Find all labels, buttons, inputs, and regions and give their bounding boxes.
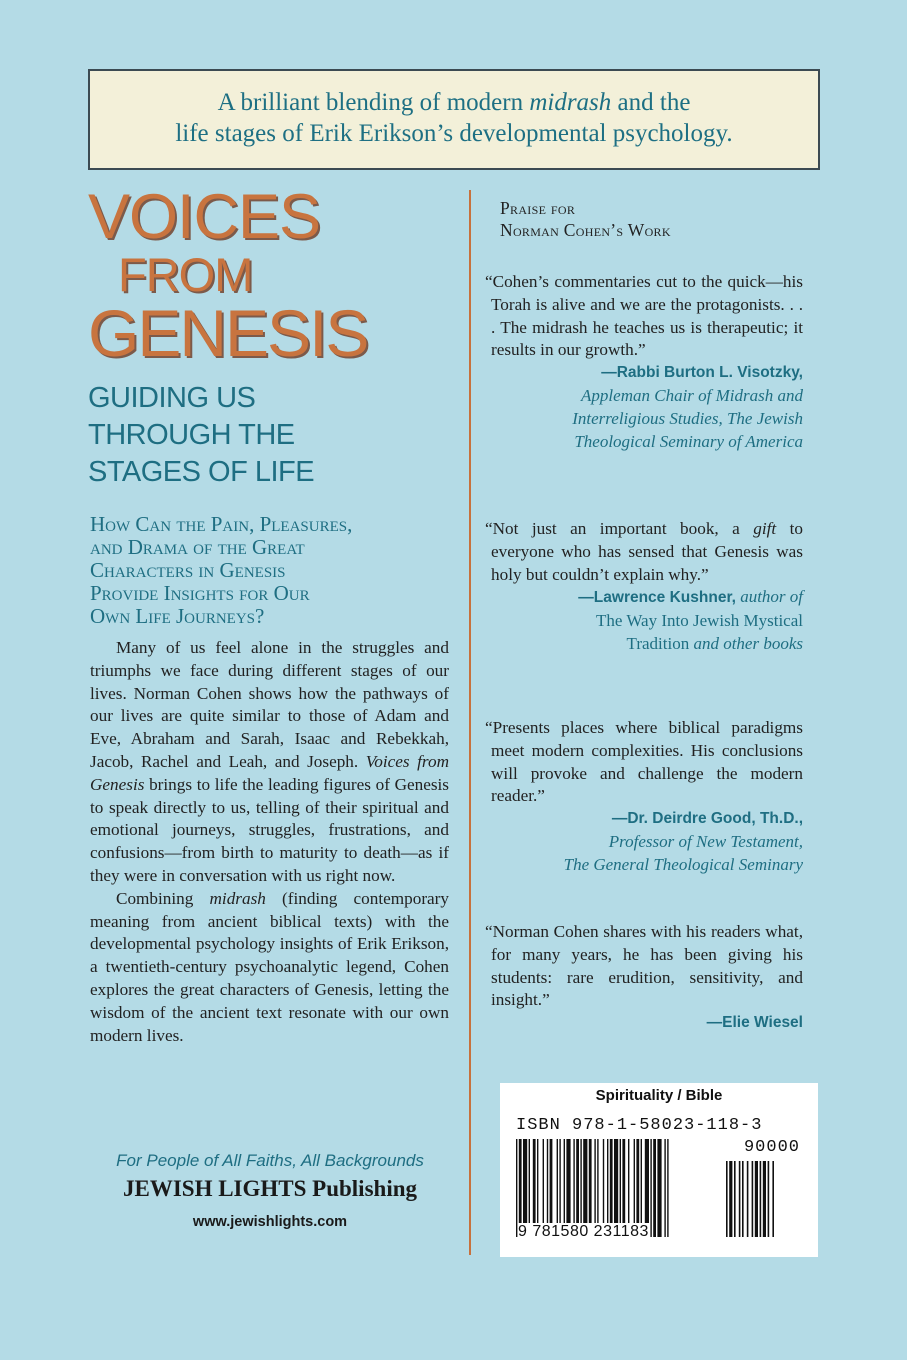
praise-quote-1: [485, 271, 803, 453]
question-line: Own Life Journeys?: [90, 604, 265, 628]
tagline-line-1: A brilliant blending of modern midrash and the: [217, 89, 691, 116]
praise-quote-4: [485, 921, 803, 1035]
bisac-category: Spirituality / Bible: [595, 1087, 723, 1104]
quote-text: “Norman Cohen shares with his readers what, for many years, he has been giving his students: rare erudition, sensitivity, and insight.”: [485, 922, 803, 1010]
question-line: Characters in Genesis: [90, 558, 286, 582]
quote-text: “Not just an important book, a gift to everyone who has sensed that Genesis was holy but couldn’t explain why.”: [485, 519, 803, 584]
quote-attribution: —Elie Wiesel: [706, 1014, 803, 1032]
isbn-label: ISBN 978-1-58023-118-3: [516, 1116, 763, 1135]
ean-number: 9 781580 231183: [518, 1223, 649, 1240]
publisher-footer: [90, 1150, 450, 1230]
tagline-line-2: life stages of Erik Erikson’s developmental psychology.: [175, 120, 733, 147]
barcode-bar: [729, 1161, 732, 1237]
barcode-bar: [653, 1139, 656, 1237]
barcode-bar: [763, 1161, 766, 1237]
quote-text: “Cohen’s commentaries cut to the quick—his Torah is alive and we are the protagonists. . . . The midrash he teaches us is therapeutic; it results in our growth.”: [485, 272, 803, 360]
title-genesis: GENESIS: [88, 296, 368, 370]
barcode-bar: [664, 1139, 665, 1237]
praise-quote-2: [485, 518, 803, 656]
subtitle-line: THROUGH THE: [88, 419, 295, 451]
book-subtitle: [88, 380, 314, 491]
question-line: Provide Insights for Our: [90, 581, 310, 605]
description-body: [90, 637, 449, 1047]
publisher-name: JEWISH LIGHTS Publishing: [122, 1176, 417, 1201]
audience-slogan: For People of All Faiths, All Backgrounds: [116, 1151, 424, 1170]
praise-quote-3: [485, 717, 803, 877]
column-divider: [469, 190, 471, 1255]
question-heading: [90, 513, 460, 628]
barcode-bar: [667, 1139, 668, 1237]
barcode-bar: [768, 1161, 770, 1237]
quote-attribution: —Rabbi Burton L. Visotzky, Appleman Chair of Midrash and Interreligious Studies, The Jewish Theological Seminary of America: [572, 364, 803, 451]
barcode-box: [500, 1083, 818, 1257]
publisher-website: www.jewishlights.com: [192, 1214, 348, 1230]
quote-attribution: —Lawrence Kushner, author of The Way Into Jewish Mystical Tradition and other books: [578, 587, 803, 653]
quote-attribution: —Dr. Deirdre Good, Th.D., Professor of New Testament, The General Theological Seminary: [563, 810, 803, 874]
barcode-bar: [772, 1161, 774, 1237]
tagline-box: [88, 69, 820, 170]
subtitle-line: GUIDING US: [88, 382, 256, 414]
barcode-bar: [752, 1161, 754, 1237]
description-paragraph-2: Combining midrash (finding contemporary meaning from ancient biblical texts) with the developmental psychology insights of Erik Erikson, a twentieth-century psychoanalytic legend, Cohen explores the great characters of Genesis, letting the wisdom of the ancient text resonate with our own modern lives.: [90, 888, 449, 1045]
barcode-bar: [742, 1161, 744, 1237]
barcode-bar: [657, 1139, 661, 1237]
barcode-bar: [650, 1139, 651, 1237]
barcode-bar: [739, 1161, 741, 1237]
quote-text: “Presents places where biblical paradigms meet modern complexities. His conclusions will provoke and challenge the modern reader.”: [485, 718, 803, 806]
barcode-bar: [747, 1161, 749, 1237]
subtitle-line: STAGES OF LIFE: [88, 456, 315, 488]
book-title: [88, 182, 368, 370]
title-from: FROM: [118, 248, 253, 301]
praise-heading: Praise for Norman Cohen’s Work: [500, 198, 671, 240]
question-line: and Drama of the Great: [90, 535, 305, 559]
description-paragraph-1: Many of us feel alone in the struggles and triumphs we face during different stages of our lives. Norman Cohen shows how the pathways of our lives are quite similar to those of Adam and Eve, Abraham and Sarah, Isaac and Rebekkah, Jacob, Rachel and Leah, and Joseph. Voices from Genesis brings to life the leading figures of Genesis to speak directly to us, telling of their spiritual and emotional journeys, struggles, frustrations, and confusions—from birth to maturity to death—as if they were in conversation with us right now.: [90, 638, 449, 885]
barcode-bar: [726, 1161, 728, 1237]
barcode-bar: [760, 1161, 762, 1237]
barcode-bar: [755, 1161, 758, 1237]
title-voices: VOICES: [88, 182, 321, 252]
barcode-bar: [734, 1161, 736, 1237]
price-code: 90000: [743, 1138, 800, 1157]
question-line: How Can the Pain, Pleasures,: [90, 512, 353, 536]
